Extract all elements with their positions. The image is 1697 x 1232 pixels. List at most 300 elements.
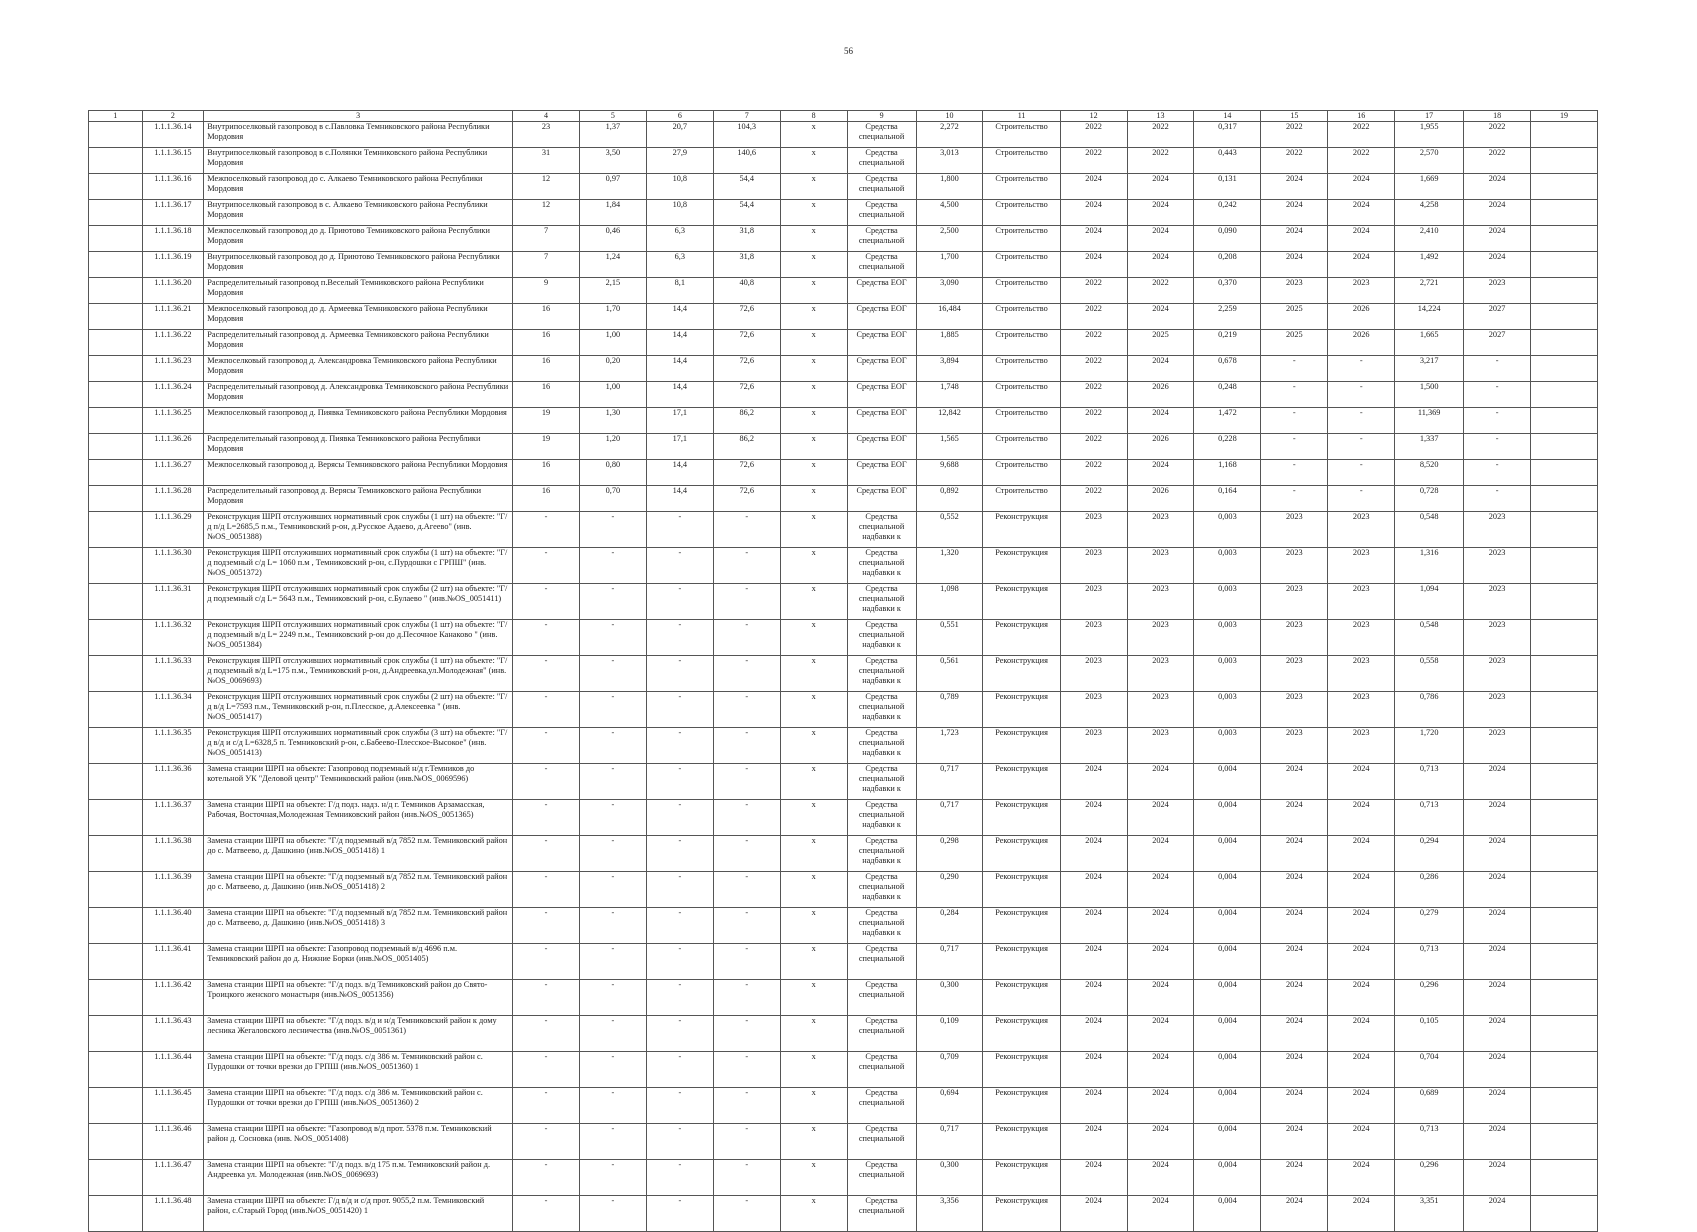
column-number: 3	[204, 111, 513, 122]
funding-source-cell	[847, 1124, 916, 1160]
year-start-cell	[1060, 728, 1127, 764]
funding-source-text: Средства ЕОГ	[856, 304, 907, 313]
year-start-cell	[1060, 278, 1127, 304]
param-7-cell	[713, 728, 780, 764]
param-8-cell	[780, 408, 847, 434]
table-row	[89, 584, 1598, 620]
param-6-text: 6,3	[674, 226, 686, 235]
param-8-text: x	[811, 200, 816, 209]
param-5-text: 1,00	[605, 382, 621, 391]
year-start-cell	[1060, 548, 1127, 584]
table-row	[89, 304, 1598, 330]
param-8-cell	[780, 692, 847, 728]
object-name-cell	[204, 836, 513, 872]
param-5-cell	[579, 584, 646, 620]
work-type-cell	[983, 460, 1060, 486]
total-cost-cell	[916, 764, 983, 800]
column-number: 11	[983, 111, 1060, 122]
total-cost-cell	[916, 980, 983, 1016]
param-4-cell	[513, 584, 580, 620]
param-7-text: 72,6	[739, 356, 754, 365]
year-start-cell	[1060, 692, 1127, 728]
year-15-text: 2023	[1286, 692, 1303, 701]
work-type-text: Реконструкция	[995, 620, 1048, 629]
year-18-cell	[1464, 122, 1531, 148]
param-6-cell	[646, 1160, 713, 1196]
param-6-text: 17,1	[672, 434, 688, 443]
param-4-text: -	[544, 800, 548, 809]
funding-source-cell	[847, 944, 916, 980]
object-name-text: Внутрипоселковый газопровод в с.Полянки Темниковского района Республики Мордовия	[207, 148, 488, 168]
column-number: 4	[513, 111, 580, 122]
param-6-cell	[646, 226, 713, 252]
work-type-text: Реконструкция	[995, 728, 1048, 737]
funding-source-text: Средства специальной надбавки к	[858, 836, 905, 866]
param-6-text: -	[678, 584, 682, 593]
year-end-text: 2023	[1152, 692, 1169, 701]
param-8-text: x	[811, 800, 816, 809]
year-start-text: 2024	[1085, 200, 1102, 209]
cost-14-text: 0,004	[1218, 1052, 1237, 1061]
param-5-text: 0,46	[605, 226, 621, 235]
year-end-text: 2024	[1152, 200, 1169, 209]
year-end-text: 2022	[1152, 148, 1169, 157]
param-4-text: -	[544, 512, 548, 521]
object-name-cell	[204, 980, 513, 1016]
year-start-text: 2024	[1085, 1088, 1102, 1097]
year-16-text: 2024	[1352, 1196, 1370, 1205]
col-19-cell	[1531, 226, 1598, 252]
col-19-cell	[1531, 584, 1598, 620]
param-5-text: -	[611, 1016, 615, 1025]
year-15-text: 2024	[1286, 800, 1303, 809]
item-code-text: 1.1.1.36.43	[154, 1016, 192, 1025]
param-5-cell	[579, 512, 646, 548]
page-number: 56	[844, 46, 853, 56]
param-5-cell	[579, 408, 646, 434]
param-5-cell	[579, 174, 646, 200]
param-6-cell	[646, 356, 713, 382]
year-start-text: 2024	[1085, 1052, 1102, 1061]
param-7-cell	[713, 584, 780, 620]
param-5-cell	[579, 1016, 646, 1052]
row-no-cell	[89, 382, 143, 408]
year-start-cell	[1060, 1124, 1127, 1160]
cost-17-cell	[1395, 434, 1464, 460]
total-cost-cell	[916, 512, 983, 548]
cost-14-cell	[1194, 908, 1261, 944]
table-row	[89, 764, 1598, 800]
total-cost-cell	[916, 382, 983, 408]
param-5-cell	[579, 872, 646, 908]
param-4-cell	[513, 460, 580, 486]
item-code-text: 1.1.1.36.32	[154, 620, 192, 629]
param-5-cell	[579, 1052, 646, 1088]
cost-17-cell	[1395, 1160, 1464, 1196]
column-number: 12	[1060, 111, 1127, 122]
item-code-text: 1.1.1.36.21	[154, 304, 192, 313]
year-start-cell	[1060, 434, 1127, 460]
column-number: 6	[646, 111, 713, 122]
year-16-text: 2024	[1352, 944, 1370, 953]
cost-14-text: 0,242	[1218, 200, 1237, 209]
funding-source-cell	[847, 728, 916, 764]
funding-source-cell	[847, 226, 916, 252]
year-18-text: 2023	[1488, 548, 1506, 557]
object-name-text: Реконструкция ШРП отслуживших нормативный срок службы (2 шт) на объекте: "Г/д в/д L=7593 п.м., Темниковский р-он, п.Плесское, д.Алексеевка " (инв.№OS_0051417)	[207, 692, 508, 722]
work-type-text: Реконструкция	[995, 944, 1048, 953]
table-row	[89, 408, 1598, 434]
funding-source-text: Средства специальной	[858, 1088, 905, 1108]
year-end-text: 2022	[1152, 278, 1169, 287]
year-15-text: 2022	[1286, 148, 1303, 157]
work-type-cell	[983, 908, 1060, 944]
year-18-cell	[1464, 764, 1531, 800]
param-4-text: 12	[541, 200, 551, 209]
param-5-cell	[579, 908, 646, 944]
year-18-cell	[1464, 944, 1531, 980]
param-4-cell	[513, 1124, 580, 1160]
param-6-cell	[646, 148, 713, 174]
work-type-cell	[983, 486, 1060, 512]
object-name-text: Внутрипоселковый газопровод в с.Павловка Темниковского района Республики Мордовия	[207, 122, 490, 142]
object-name-cell	[204, 408, 513, 434]
year-start-cell	[1060, 252, 1127, 278]
year-start-cell	[1060, 356, 1127, 382]
param-5-cell	[579, 980, 646, 1016]
year-16-cell	[1328, 656, 1395, 692]
year-end-cell	[1127, 330, 1194, 356]
work-type-cell	[983, 174, 1060, 200]
year-16-cell	[1328, 382, 1395, 408]
item-code-text: 1.1.1.36.39	[154, 872, 192, 881]
year-start-text: 2023	[1085, 656, 1102, 665]
cost-14-cell	[1194, 174, 1261, 200]
param-5-text: -	[611, 728, 615, 737]
total-cost-text: 3,013	[940, 148, 959, 157]
param-6-text: -	[678, 620, 682, 629]
year-start-cell	[1060, 1088, 1127, 1124]
year-16-cell	[1328, 1160, 1395, 1196]
param-7-cell	[713, 408, 780, 434]
object-name-text: Реконструкция ШРП отслуживших нормативный срок службы (1 шт) на объекте: "Г/д подземный в/д L=175 п.м., Темниковский р-он, д.Андреевка,ул.Молодежная" (инв.№OS_0069693)	[207, 656, 508, 686]
year-end-cell	[1127, 356, 1194, 382]
item-code-text: 1.1.1.36.48	[154, 1196, 192, 1205]
param-7-text: -	[745, 1196, 749, 1205]
table-row	[89, 382, 1598, 408]
work-type-cell	[983, 512, 1060, 548]
param-7-text: 86,2	[739, 408, 754, 417]
object-name-text: Межпоселковый газопровод до д. Армеевка Темниковского района Республики Мордовия	[207, 304, 488, 324]
year-18-cell	[1464, 620, 1531, 656]
param-8-cell	[780, 1124, 847, 1160]
total-cost-text: 0,290	[940, 872, 959, 881]
object-name-cell	[204, 512, 513, 548]
funding-source-cell	[847, 1196, 916, 1232]
param-5-text: 1,24	[605, 252, 621, 261]
cost-17-text: 1,720	[1419, 728, 1439, 737]
cost-17-text: 1,665	[1419, 330, 1439, 339]
cost-14-cell	[1194, 1124, 1261, 1160]
table-row	[89, 512, 1598, 548]
param-7-cell	[713, 1160, 780, 1196]
work-type-cell	[983, 356, 1060, 382]
year-start-cell	[1060, 1016, 1127, 1052]
year-end-text: 2024	[1152, 174, 1169, 183]
param-8-cell	[780, 944, 847, 980]
cost-14-cell	[1194, 728, 1261, 764]
param-5-cell	[579, 330, 646, 356]
year-18-text: -	[1495, 356, 1499, 365]
total-cost-cell	[916, 656, 983, 692]
year-end-cell	[1127, 764, 1194, 800]
row-no-cell	[89, 460, 143, 486]
col-19-cell	[1531, 800, 1598, 836]
col-19-cell	[1531, 908, 1598, 944]
year-start-cell	[1060, 944, 1127, 980]
year-end-cell	[1127, 252, 1194, 278]
param-8-cell	[780, 226, 847, 252]
year-18-text: 2024	[1488, 200, 1506, 209]
work-type-text: Реконструкция	[995, 1052, 1048, 1061]
year-end-text: 2026	[1152, 434, 1169, 443]
table-row	[89, 1016, 1598, 1052]
year-end-cell	[1127, 620, 1194, 656]
param-5-text: 3,50	[605, 148, 621, 157]
year-start-cell	[1060, 980, 1127, 1016]
item-code-cell	[142, 382, 204, 408]
funding-source-text: Средства специальной надбавки к	[858, 764, 905, 794]
cost-17-cell	[1395, 584, 1464, 620]
col-19-cell	[1531, 382, 1598, 408]
col-19-cell	[1531, 460, 1598, 486]
param-8-text: x	[811, 408, 816, 417]
cost-14-text: 0,003	[1218, 692, 1237, 701]
param-4-text: 23	[541, 122, 551, 131]
cost-17-text: 1,316	[1419, 548, 1439, 557]
table-row	[89, 872, 1598, 908]
total-cost-text: 1,098	[940, 584, 959, 593]
param-4-cell	[513, 1052, 580, 1088]
total-cost-text: 0,717	[940, 944, 959, 953]
total-cost-text: 0,298	[940, 836, 959, 845]
cost-17-text: 0,713	[1419, 800, 1439, 809]
funding-source-cell	[847, 1088, 916, 1124]
param-7-text: -	[745, 764, 749, 773]
year-15-cell	[1261, 1088, 1328, 1124]
total-cost-cell	[916, 226, 983, 252]
col-19-cell	[1531, 278, 1598, 304]
cost-17-text: 11,369	[1417, 408, 1441, 417]
table-row	[89, 356, 1598, 382]
work-type-cell	[983, 692, 1060, 728]
cost-14-text: 0,678	[1218, 356, 1237, 365]
item-code-cell	[142, 800, 204, 836]
year-end-cell	[1127, 548, 1194, 584]
total-cost-cell	[916, 278, 983, 304]
work-type-text: Реконструкция	[995, 1016, 1048, 1025]
param-5-text: -	[611, 1196, 615, 1205]
param-6-text: -	[678, 692, 682, 701]
funding-source-cell	[847, 174, 916, 200]
param-6-text: 14,4	[672, 460, 688, 469]
item-code-text: 1.1.1.36.15	[154, 148, 192, 157]
col-19-cell	[1531, 1052, 1598, 1088]
param-4-cell	[513, 382, 580, 408]
param-4-text: 9	[543, 278, 549, 287]
param-6-text: -	[678, 512, 682, 521]
param-7-cell	[713, 980, 780, 1016]
param-8-text: x	[811, 836, 816, 845]
param-6-text: -	[678, 656, 682, 665]
col-19-cell	[1531, 980, 1598, 1016]
param-6-cell	[646, 836, 713, 872]
item-code-text: 1.1.1.36.26	[154, 434, 192, 443]
year-start-cell	[1060, 200, 1127, 226]
object-name-cell	[204, 1088, 513, 1124]
funding-source-cell	[847, 692, 916, 728]
param-5-text: -	[611, 548, 615, 557]
cost-17-cell	[1395, 800, 1464, 836]
total-cost-text: 16,484	[938, 304, 961, 313]
row-no-cell	[89, 512, 143, 548]
param-7-text: -	[745, 728, 749, 737]
cost-17-cell	[1395, 1052, 1464, 1088]
object-name-cell	[204, 252, 513, 278]
year-end-text: 2024	[1152, 872, 1169, 881]
work-type-cell	[983, 1124, 1060, 1160]
row-no-cell	[89, 872, 143, 908]
year-start-text: 2024	[1085, 908, 1102, 917]
param-4-cell	[513, 512, 580, 548]
year-start-text: 2023	[1085, 728, 1102, 737]
year-15-cell	[1261, 408, 1328, 434]
cost-14-cell	[1194, 800, 1261, 836]
param-6-cell	[646, 252, 713, 278]
item-code-text: 1.1.1.36.36	[154, 764, 192, 773]
param-8-text: x	[811, 226, 816, 235]
total-cost-cell	[916, 1088, 983, 1124]
cost-14-text: 0,004	[1218, 1160, 1237, 1169]
year-15-text: -	[1292, 460, 1296, 469]
param-7-text: -	[745, 1088, 749, 1097]
year-end-text: 2023	[1152, 620, 1169, 629]
year-end-text: 2022	[1152, 122, 1169, 131]
param-4-text: 16	[541, 486, 551, 495]
year-end-text: 2024	[1152, 252, 1169, 261]
param-7-cell	[713, 200, 780, 226]
year-16-cell	[1328, 226, 1395, 252]
param-5-cell	[579, 800, 646, 836]
funding-source-text: Средства специальной	[858, 174, 905, 194]
year-start-text: 2024	[1085, 174, 1102, 183]
param-4-text: -	[544, 620, 548, 629]
param-8-text: x	[811, 620, 816, 629]
param-8-text: x	[811, 1088, 816, 1097]
param-8-cell	[780, 1052, 847, 1088]
param-5-text: 0,20	[605, 356, 621, 365]
total-cost-text: 2,500	[940, 226, 959, 235]
item-code-cell	[142, 356, 204, 382]
column-number: 8	[780, 111, 847, 122]
year-16-cell	[1328, 304, 1395, 330]
column-number: 1	[89, 111, 143, 122]
param-7-text: 31,8	[739, 252, 754, 261]
funding-source-text: Средства специальной надбавки к	[858, 800, 905, 830]
param-7-text: -	[745, 836, 749, 845]
year-18-text: 2022	[1488, 148, 1506, 157]
total-cost-text: 1,723	[940, 728, 959, 737]
param-8-cell	[780, 728, 847, 764]
item-code-cell	[142, 1088, 204, 1124]
year-end-text: 2024	[1152, 1052, 1169, 1061]
cost-14-cell	[1194, 382, 1261, 408]
param-6-cell	[646, 872, 713, 908]
year-16-cell	[1328, 800, 1395, 836]
year-start-text: 2022	[1085, 408, 1102, 417]
param-4-cell	[513, 800, 580, 836]
year-18-text: 2022	[1488, 122, 1506, 131]
work-type-cell	[983, 584, 1060, 620]
param-8-text: x	[811, 548, 816, 557]
param-6-text: -	[678, 1016, 682, 1025]
total-cost-cell	[916, 330, 983, 356]
cost-17-text: 0,296	[1419, 980, 1439, 989]
year-18-cell	[1464, 512, 1531, 548]
year-start-text: 2022	[1085, 356, 1102, 365]
param-8-cell	[780, 764, 847, 800]
col-19-cell	[1531, 512, 1598, 548]
param-8-text: x	[811, 278, 816, 287]
col-19-cell	[1531, 252, 1598, 278]
investment-program-table	[88, 110, 1598, 1232]
total-cost-cell	[916, 1124, 983, 1160]
year-end-cell	[1127, 656, 1194, 692]
item-code-cell	[142, 584, 204, 620]
param-4-text: -	[544, 728, 548, 737]
funding-source-text: Средства специальной	[858, 148, 905, 168]
object-name-cell	[204, 200, 513, 226]
item-code-cell	[142, 330, 204, 356]
year-15-cell	[1261, 148, 1328, 174]
total-cost-text: 3,356	[940, 1196, 959, 1205]
year-16-cell	[1328, 434, 1395, 460]
object-name-text: Реконструкция ШРП отслуживших нормативный срок службы (1 шт) на объекте: "Г/д п/д L=2685,5 п.м., Темниковский р-он, д.Русское Адаево, д.Агеево" (инв.№OS_0051388)	[207, 512, 508, 542]
param-6-cell	[646, 200, 713, 226]
param-8-text: x	[811, 1160, 816, 1169]
param-4-text: 16	[541, 382, 551, 391]
item-code-cell	[142, 836, 204, 872]
item-code-cell	[142, 512, 204, 548]
param-6-text: 8,1	[674, 278, 686, 287]
cost-14-cell	[1194, 836, 1261, 872]
col-19-cell	[1531, 174, 1598, 200]
table-row	[89, 226, 1598, 252]
param-4-cell	[513, 692, 580, 728]
param-7-text: 72,6	[739, 330, 754, 339]
work-type-cell	[983, 1016, 1060, 1052]
year-18-text: 2024	[1488, 174, 1506, 183]
year-end-cell	[1127, 584, 1194, 620]
cost-17-cell	[1395, 460, 1464, 486]
year-15-cell	[1261, 512, 1328, 548]
col-19-cell	[1531, 548, 1598, 584]
year-16-text: -	[1359, 486, 1363, 495]
total-cost-cell	[916, 728, 983, 764]
cost-17-cell	[1395, 1124, 1464, 1160]
year-18-cell	[1464, 408, 1531, 434]
param-4-text: -	[544, 872, 548, 881]
